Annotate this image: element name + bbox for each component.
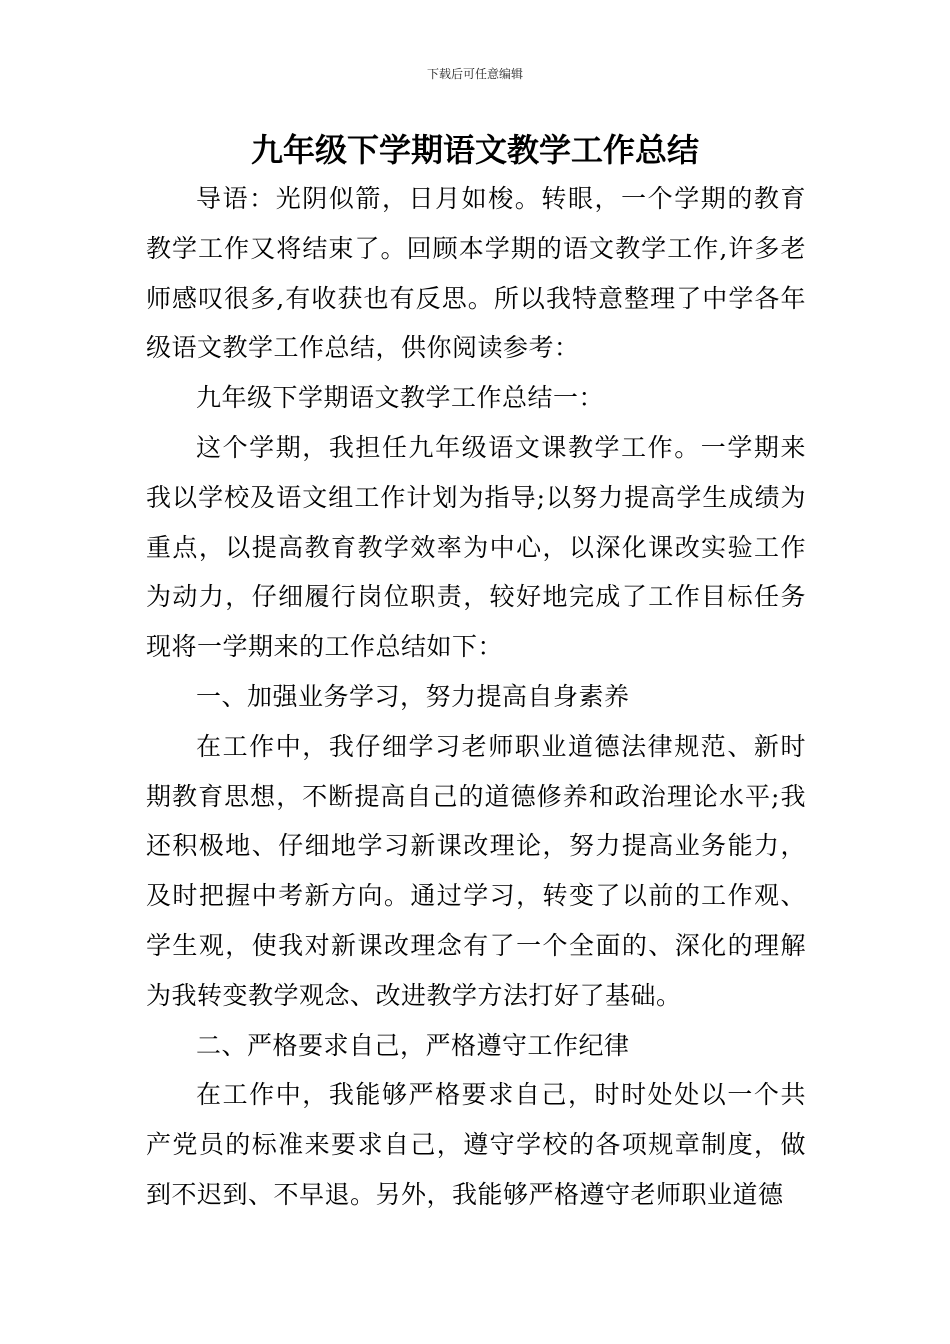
paragraph-intro: 导语：光阴似箭，日月如梭。转眼，一个学期的教育教学工作又将结束了。回顾本学期的语文教学工作,许多老师感叹很多,有收获也有反思。所以我特意整理了中学各年级语文教学工作总结，供你阅读参考： [146,184,806,363]
paragraph-section-1: 在工作中，我仔细学习老师职业道德法律规范、新时期教育思想，不断提高自己的道德修养和政治理论水平;我还积极地、仔细地学习新课改理论，努力提高业务能力，及时把握中考新方向。通过学习，转变了以前的工作观、学生观，使我对新课改理念有了一个全面的、深化的理解为我转变教学观念、改进教学方法打好了基础。 [146,731,806,1010]
section-heading-1: 一、加强业务学习，努力提高自身素养 [196,681,630,711]
paragraph-section-2: 在工作中，我能够严格要求自己，时时处处以一个共产党员的标准来要求自己，遵守学校的各项规章制度，做到不迟到、不早退。另外，我能够严格遵守老师职业道德 [146,1080,806,1209]
paragraph-subtitle: 九年级下学期语文教学工作总结一： [196,383,605,413]
paragraph-overview: 这个学期，我担任九年级语文课教学工作。一学期来我以学校及语文组工作计划为指导;以努力提高学生成绩为重点，以提高教育教学效率为中心，以深化课改实验工作为动力，仔细履行岗位职责，较好地完成了工作目标任务现将一学期来的工作总结如下： [146,432,806,662]
document-body [146,174,806,1220]
section-heading-2: 二、严格要求自己，严格遵守工作纪律 [196,1030,630,1060]
document-title: 九年级下学期语文教学工作总结 [250,131,699,169]
header-note: 下载后可任意编辑 [426,67,523,81]
